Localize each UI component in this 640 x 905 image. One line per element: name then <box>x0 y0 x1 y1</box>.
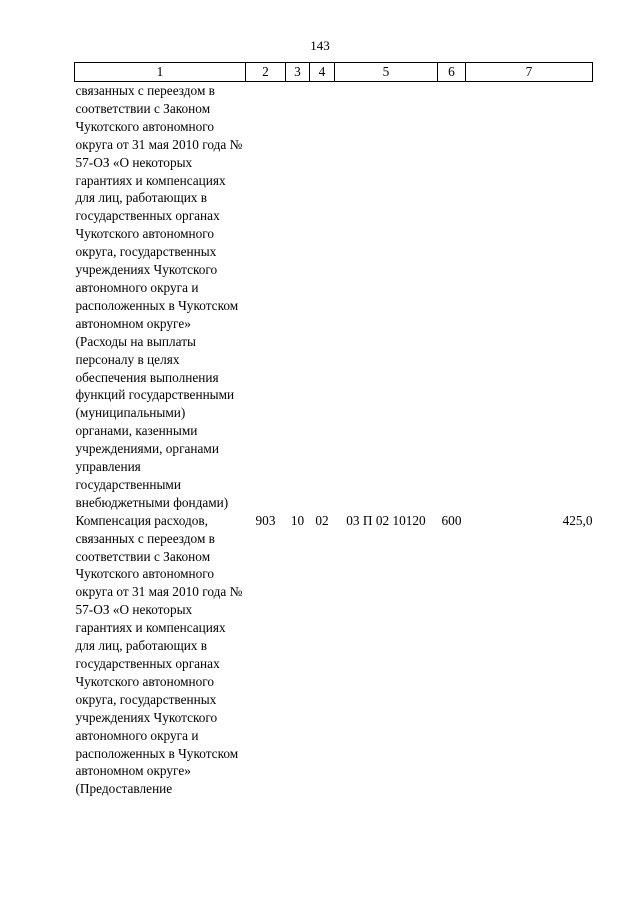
table-row <box>75 512 593 799</box>
row-description: Компенсация расходов, связанных с переездом в соответствии с Законом Чукотского автономного округа от 31 мая 2010 года № 57-ОЗ «О некоторых гарантиях и компенсациях для лиц, работающих в государственных органах Чукотского автономного округа, государственных учреждениях Чукотского автономного округа и расположенных в Чукотском автономном округе» (Предоставление <box>75 512 243 797</box>
column-header-7: 7 <box>466 63 593 82</box>
row-expense-type <box>438 82 466 512</box>
row-target-item <box>335 82 438 512</box>
row-amount: 425,0 <box>562 512 593 528</box>
column-header-1: 1 <box>75 63 246 82</box>
table-header-row <box>75 63 593 82</box>
column-header-4: 4 <box>310 63 335 82</box>
column-header-2: 2 <box>246 63 286 82</box>
row-ministry-code <box>246 82 286 512</box>
page-number: 143 <box>310 38 330 53</box>
row-description: связанных с переездом в соответствии с Законом Чукотского автономного округа от 31 мая 2010 года № 57-ОЗ «О некоторых гарантиях и компенсациях для лиц, работающих в государственных органах Чукотского автономного округа, государственных учреждениях Чукотского автономного округа и расположенных в Чукотском автономном округе» (Расходы на выплаты персоналу в целях обеспечения выполнения функций государственными (муниципальными) органами, казенными учреждениями, органами управления государственными внебюджетными фондами) <box>75 83 243 510</box>
row-target-item: 03 П 02 10120 <box>346 512 426 528</box>
column-header-5: 5 <box>335 63 438 82</box>
row-ministry-code: 903 <box>255 512 276 528</box>
row-subsection-code: 02 <box>315 512 329 528</box>
budget-table <box>74 62 593 798</box>
table-row <box>75 82 593 512</box>
row-amount <box>466 82 593 512</box>
column-header-3: 3 <box>286 63 310 82</box>
row-section-code: 10 <box>290 512 305 528</box>
row-section-code <box>286 82 310 512</box>
row-subsection-code <box>310 82 335 512</box>
column-header-6: 6 <box>438 63 466 82</box>
row-expense-type: 600 <box>441 512 462 528</box>
